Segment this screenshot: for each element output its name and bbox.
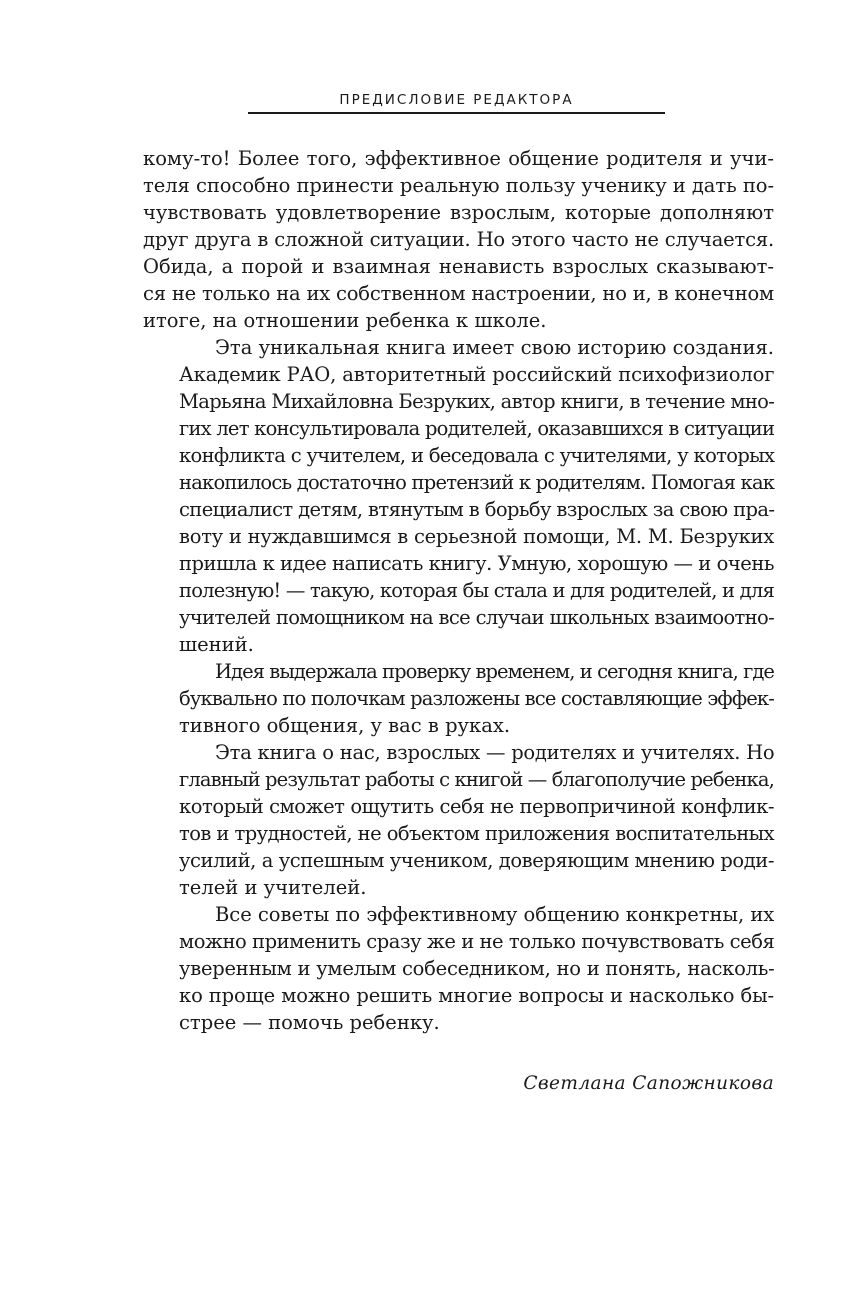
text-line: усилий, а успешным учеником, доверяющим мнению роди- xyxy=(179,849,774,872)
text-line: гих лет консультировала родителей, оказавшихся в ситуации xyxy=(179,417,775,440)
text-line: телей и учителей. xyxy=(179,876,367,899)
paragraph xyxy=(143,658,774,739)
text-line: ко проще можно решить многие вопросы и насколько бы- xyxy=(179,984,774,1007)
text-line: теля способно принести реальную пользу ученику и дать по- xyxy=(143,174,774,197)
text-line: стрее — помочь ребенку. xyxy=(179,1011,440,1034)
text-line: можно применить сразу же и не только почувствовать себя xyxy=(179,930,775,953)
body-text xyxy=(143,145,774,1036)
text-line: ся не только на их собственном настроении, но и, в конечном xyxy=(143,282,774,305)
text-line: который сможет ощутить себя не первопричиной конфлик- xyxy=(179,795,774,818)
text-line: полезную! — такую, которая бы стала и для родителей, и для xyxy=(179,579,774,602)
text-line: Эта уникальная книга имеет свою историю создания. xyxy=(215,336,774,359)
text-line: кому-то! Более того, эффективное общение родителя и учи- xyxy=(143,147,774,170)
author-signature: Светлана Сапожникова xyxy=(523,1073,774,1094)
text-line: итоге, на отношении ребенка к школе. xyxy=(143,309,547,332)
text-line: главный результат работы с книгой — благополучие ребенка, xyxy=(179,768,774,791)
text-line: пришла к идее написать книгу. Умную, хорошую — и очень xyxy=(179,552,775,575)
text-line: Эта книга о нас, взрослых — родителях и учителях. Но xyxy=(215,741,775,764)
text-line: конфликта с учителем, и беседовала с учителями, у которых xyxy=(179,444,775,467)
text-line: Академик РАО, авторитетный российский психофизиолог xyxy=(179,363,775,386)
text-line: буквально по полочкам разложены все составляющие эффек- xyxy=(179,687,774,710)
text-line: Обида, а порой и взаимная ненависть взрослых сказывают- xyxy=(143,255,774,278)
text-line: специалист детям, втянутым в борьбу взрослых за свою пра- xyxy=(179,498,775,521)
running-head: ПРЕДИСЛОВИЕ РЕДАКТОРА xyxy=(339,92,574,108)
paragraph xyxy=(143,145,774,334)
text-line: уверенным и умелым собеседником, но и понять, насколь- xyxy=(179,957,775,980)
text-line: накопилось достаточно претензий к родителям. Помогая как xyxy=(179,471,775,494)
text-line: шений. xyxy=(179,633,254,656)
text-line: учителей помощником на все случаи школьных взаимоотно- xyxy=(179,606,774,629)
text-line: Все советы по эффективному общению конкретны, их xyxy=(215,903,775,926)
paragraph xyxy=(143,901,774,1036)
text-line: Идея выдержала проверку временем, и сегодня книга, где xyxy=(215,660,774,683)
running-head-rule xyxy=(248,112,665,114)
text-line: чувствовать удовлетворение взрослым, которые дополняют xyxy=(143,201,774,224)
paragraph xyxy=(143,739,774,901)
text-line: воту и нуждавшимся в серьезной помощи, М. М. Безруких xyxy=(179,525,774,548)
text-line: друг друга в сложной ситуации. Но этого часто не случается. xyxy=(143,228,774,251)
text-line: тивного общения, у вас в руках. xyxy=(179,714,511,737)
paragraph xyxy=(143,334,774,658)
text-line: тов и трудностей, не объектом приложения воспитательных xyxy=(179,822,774,845)
text-line: Марьяна Михайловна Безруких, автор книги, в течение мно- xyxy=(179,390,775,413)
